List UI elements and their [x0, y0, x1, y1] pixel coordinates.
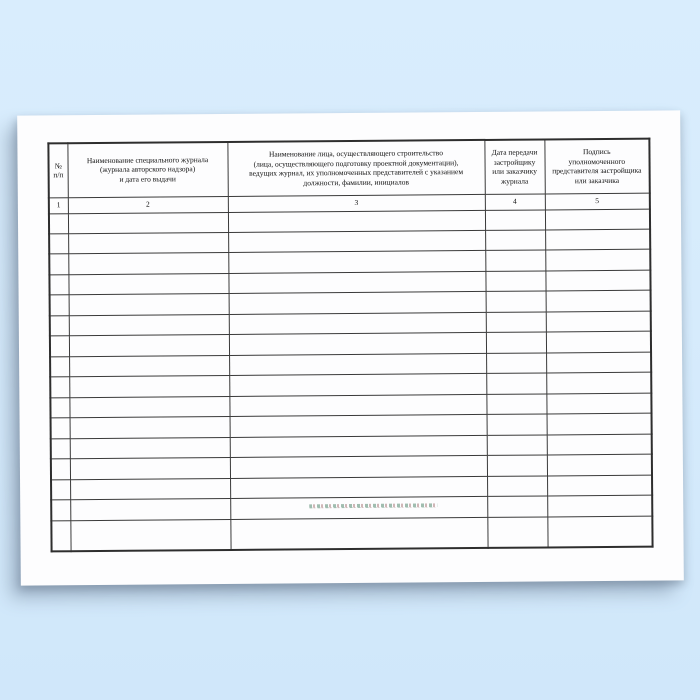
column-number-cell: 1: [49, 197, 68, 213]
empty-cell: [547, 475, 652, 496]
empty-cell: [487, 455, 547, 476]
header-line: №: [54, 160, 62, 170]
empty-cell: [69, 314, 229, 336]
empty-cell: [486, 353, 546, 374]
empty-cell: [487, 476, 547, 497]
header-cell-builder-name: [227, 140, 484, 196]
column-number-cell: 3: [228, 194, 485, 212]
empty-cell: [228, 210, 485, 233]
empty-cell: [228, 251, 485, 274]
header-line: п/п: [53, 170, 64, 180]
header-line: Подпись: [582, 147, 611, 157]
empty-cell: [485, 250, 545, 271]
empty-cell: [485, 230, 545, 251]
empty-cell: [545, 270, 650, 291]
empty-cell: [546, 393, 651, 414]
empty-cell: [51, 418, 70, 439]
empty-cell: [485, 209, 545, 230]
header-line: уполномоченного: [568, 156, 626, 166]
header-line: ведущих журнал, их уполномоченных представителей с указанием: [249, 167, 464, 179]
empty-cell: [70, 417, 230, 439]
header-line: (журнала авторского надзора): [99, 164, 196, 175]
empty-cell: [546, 332, 651, 353]
header-line: Дата передачи: [491, 147, 538, 157]
empty-cell: [229, 312, 486, 335]
empty-cell: [69, 376, 229, 398]
empty-cell: [69, 355, 229, 377]
empty-cell: [229, 353, 486, 376]
empty-cell: [546, 311, 651, 332]
header-line: Наименование специального журнала: [86, 154, 209, 165]
empty-cell: [547, 454, 652, 475]
empty-cell: [486, 332, 546, 353]
column-number-cell: 5: [545, 193, 650, 210]
empty-cell: [70, 437, 230, 459]
empty-cell: [49, 213, 68, 234]
empty-cell: [70, 478, 230, 500]
empty-cell: [487, 435, 547, 456]
empty-cell: [229, 292, 486, 315]
empty-cell: [546, 352, 651, 373]
header-line: должности, фамилии, инициалов: [303, 177, 410, 188]
empty-cell: [50, 398, 69, 419]
empty-cell: [69, 335, 229, 357]
document-page: [17, 110, 684, 585]
table-body: [49, 209, 653, 552]
header-line: Наименование лица, осуществляющего строительство: [268, 148, 443, 159]
empty-cell: [50, 357, 69, 378]
empty-cell: [70, 519, 230, 551]
empty-cell: [547, 413, 652, 434]
empty-cell: [51, 520, 70, 551]
header-line: или заказчика: [574, 175, 620, 186]
empty-cell: [547, 516, 652, 548]
header-line: и дата его выдачи: [119, 174, 176, 184]
empty-cell: [546, 373, 651, 394]
header-line: представителя застройщика: [552, 165, 642, 176]
empty-cell: [68, 212, 228, 234]
table-header-row: [48, 139, 649, 198]
empty-cell: [69, 396, 229, 418]
empty-cell: [69, 294, 229, 316]
empty-cell: [68, 253, 228, 275]
empty-cell: [70, 458, 230, 480]
empty-cell: [545, 250, 650, 271]
header-cell-journal-name: [67, 142, 227, 197]
header-cell-row-number: [48, 143, 67, 197]
empty-cell: [487, 517, 547, 548]
empty-cell: [229, 333, 486, 356]
column-number-cell: 4: [485, 193, 545, 209]
empty-cell: [51, 439, 70, 460]
column-number-cell: 2: [68, 196, 228, 213]
empty-cell: [230, 415, 487, 438]
empty-cell: [51, 459, 70, 480]
empty-cell: [487, 496, 547, 517]
empty-cell: [486, 291, 546, 312]
empty-cell: [50, 295, 69, 316]
empty-cell: [68, 273, 228, 295]
header-cell-signature: [544, 139, 649, 194]
empty-cell: [51, 500, 70, 521]
empty-cell: [545, 209, 650, 230]
empty-cell: [49, 275, 68, 296]
empty-cell: [50, 377, 69, 398]
empty-cell: [51, 480, 70, 501]
empty-cell: [49, 234, 68, 255]
header-cell-transfer-date: [484, 139, 544, 193]
empty-cell: [486, 312, 546, 333]
empty-cell: [230, 476, 487, 499]
empty-cell: [228, 271, 485, 294]
header-line: застройщику: [493, 157, 536, 167]
empty-cell: [229, 374, 486, 397]
empty-cell: [486, 394, 546, 415]
empty-cell: [487, 414, 547, 435]
table-row: [51, 516, 652, 551]
header-line: (лица, осуществляющего подготовку проектной документации),: [253, 157, 459, 169]
empty-cell: [486, 373, 546, 394]
empty-cell: [545, 229, 650, 250]
empty-cell: [228, 230, 485, 253]
empty-cell: [68, 232, 228, 254]
empty-cell: [49, 254, 68, 275]
registration-journal-table: [47, 138, 653, 553]
header-line: или заказчику: [492, 166, 537, 177]
empty-cell: [230, 517, 487, 550]
empty-cell: [547, 434, 652, 455]
empty-cell: [485, 271, 545, 292]
empty-cell: [229, 394, 486, 417]
empty-cell: [230, 497, 487, 520]
empty-cell: [230, 435, 487, 458]
empty-cell: [547, 495, 652, 516]
empty-cell: [50, 336, 69, 357]
empty-cell: [50, 316, 69, 337]
empty-cell: [70, 499, 230, 521]
empty-cell: [546, 291, 651, 312]
empty-cell: [230, 456, 487, 479]
header-line: журнала: [501, 176, 529, 186]
